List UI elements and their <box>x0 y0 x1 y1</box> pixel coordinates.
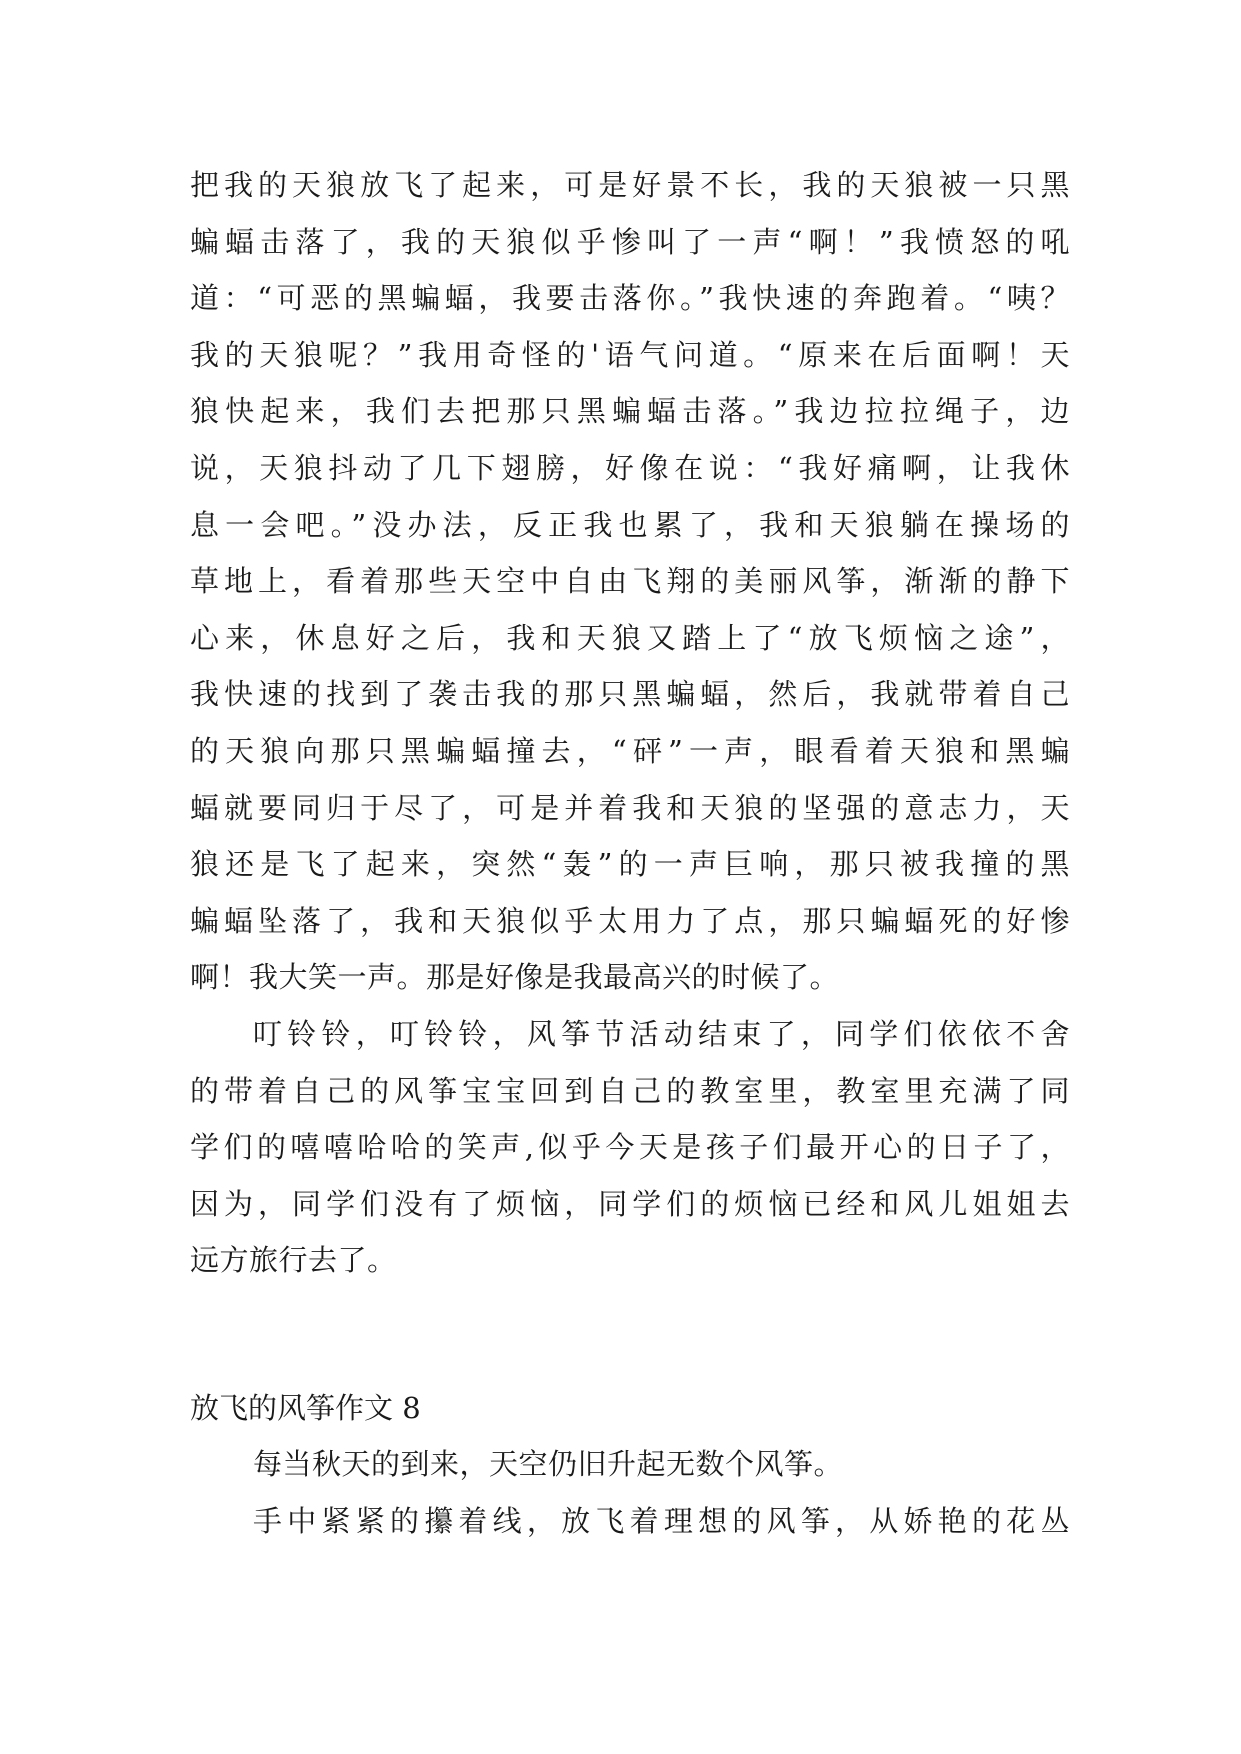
text-line: 草地上，看着那些天空中自由飞翔的美丽风筝，渐渐的静下 <box>190 564 1070 599</box>
text-line: 叮铃铃，叮铃铃，风筝节活动结束了，同学们依依不舍 <box>253 1017 1070 1051</box>
essay-title: 放飞的风筝作文 8 <box>190 1391 421 1425</box>
text-line: 说，天狼抖动了几下翅膀，好像在说：“我好痛啊，让我休 <box>190 450 1070 485</box>
text-line: 因为，同学们没有了烦恼，同学们的烦恼已经和风儿姐姐去 <box>190 1186 1070 1221</box>
essay8-body <box>190 1436 1070 1549</box>
text-line: 我快速的找到了袭击我的那只黑蝙蝠，然后，我就带着自己 <box>190 677 1070 712</box>
text-line: 道：“可恶的黑蝙蝠，我要击落你。”我快速的奔跑着。“咦？ <box>190 281 1070 316</box>
text-line: 蝙蝠击落了，我的天狼似乎惨叫了一声“啊！”我愤怒的吼 <box>190 224 1070 259</box>
text-line: 的带着自己的风筝宝宝回到自己的教室里，教室里充满了同 <box>190 1073 1070 1108</box>
paragraph-ending <box>190 1006 1070 1289</box>
text-line: 学们的嘻嘻哈哈的笑声,似乎今天是孩子们最开心的日子了， <box>190 1130 1070 1165</box>
text-line: 我的天狼呢？”我用奇怪的'语气问道。“原来在后面啊！天 <box>190 337 1070 372</box>
text-line: 把我的天狼放飞了起来，可是好景不长，我的天狼被一只黑 <box>190 168 1070 202</box>
text-line: 狼快起来，我们去把那只黑蝙蝠击落。”我边拉拉绳子，边 <box>190 394 1070 429</box>
text-line: 的天狼向那只黑蝙蝠撞去，“砰”一声，眼看着天狼和黑蝙 <box>190 733 1070 768</box>
text-line: 息一会吧。”没办法，反正我也累了，我和天狼躺在操场的 <box>190 507 1070 542</box>
text-line: 每当秋天的到来，天空仍旧升起无数个风筝。 <box>253 1447 844 1481</box>
paragraph-continuation <box>190 157 1070 1006</box>
text-line: 狼还是飞了起来，突然“轰”的一声巨响，那只被我撞的黑 <box>190 847 1070 882</box>
text-line: 心来，休息好之后，我和天狼又踏上了“放飞烦恼之途”， <box>190 620 1070 655</box>
text-line: 远方旅行去了。 <box>190 1243 397 1278</box>
text-line: 蝙蝠坠落了，我和天狼似乎太用力了点，那只蝙蝠死的好惨 <box>190 903 1070 938</box>
text-line: 蝠就要同归于尽了，可是并着我和天狼的坚强的意志力，天 <box>190 790 1070 825</box>
text-line: 手中紧紧的攥着线，放飞着理想的风筝，从娇艳的花丛 <box>253 1503 1070 1538</box>
text-line: 啊！我大笑一声。那是好像是我最高兴的时候了。 <box>190 960 840 995</box>
